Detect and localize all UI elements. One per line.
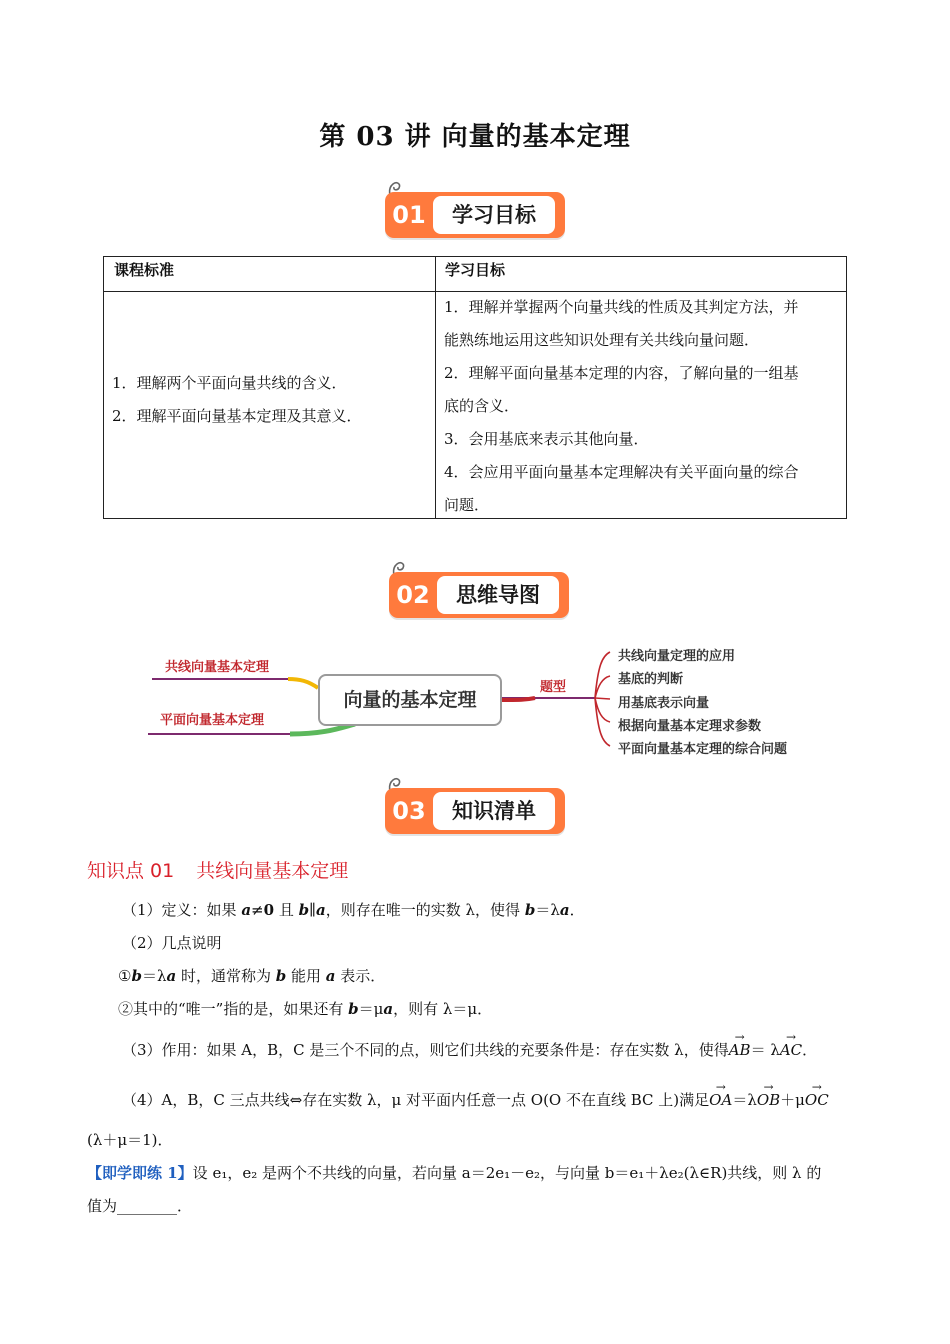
list-item: 4．会应用平面向量基本定理解决有关平面向量的综合 xyxy=(444,463,799,481)
badge-number: 03 xyxy=(392,797,426,825)
list-item: 1．理解两个平面向量共线的含义． xyxy=(112,374,347,392)
mind-map-leaf: 根据向量基本定理求参数 xyxy=(618,719,762,734)
list-item: 2．理解平面向量基本定理及其意义． xyxy=(112,407,362,425)
knowledge-point-label: 知识点 01 xyxy=(87,860,175,882)
mind-map-leaf: 平面向量基本定理的综合问题 xyxy=(618,742,788,757)
collinear-condition: (λ＋μ＝1)． xyxy=(87,1131,173,1149)
mind-map-branch: 共线向量基本定理 xyxy=(165,660,270,675)
exercise-tag: 【即学即练 1】 xyxy=(87,1164,193,1182)
exercise-line-1: 【即学即练 1】设 e₁，e₂ 是两个不共线的向量，若向量 a＝2e₁－e₂，与向量 b＝e₁＋λe₂(λ∈R)共线，则 λ 的 xyxy=(87,1164,822,1182)
mind-map-center: 向量的基本定理 xyxy=(318,674,502,726)
mind-map-branch: 题型 xyxy=(540,680,567,695)
list-item: 能熟练地运用这些知识处理有关共线向量问题． xyxy=(444,331,760,349)
badge-label: 思维导图 xyxy=(437,576,559,614)
objectives-table xyxy=(103,256,847,519)
badge-number: 01 xyxy=(392,201,426,229)
collinear-line: （4）A，B，C 三点共线⇔存在实数 λ，μ 对平面内任意一点 O(O 不在直线 BC 上)满足→ OA＝λ→ OB＋μ→ OC xyxy=(122,1089,829,1111)
knowledge-point-title xyxy=(87,856,348,883)
note-line-2: ②其中的“唯一”指的是，如果还有 b＝μa，则有 λ＝μ． xyxy=(118,1000,493,1018)
standard-list xyxy=(112,367,430,433)
table-header-goals: 学习目标 xyxy=(445,261,506,279)
list-item: 1．理解并掌握两个向量共线的性质及其判定方法，并 xyxy=(444,298,799,316)
knowledge-point-name: 共线向量基本定理 xyxy=(196,860,349,882)
list-item: 2．理解平面向量基本定理的内容，了解向量的一组基 xyxy=(444,364,799,382)
mind-map-leaf: 共线向量定理的应用 xyxy=(618,649,736,664)
exercise-line-2: 值为________． xyxy=(87,1197,193,1215)
badge-label: 学习目标 xyxy=(433,196,555,234)
note-line-1: ①b＝λa 时，通常称为 b 能用 a 表示． xyxy=(118,967,386,985)
section-badge-mindmap xyxy=(389,558,571,620)
definition-line: （1）定义：如果 a≠0 且 b∥a，则存在唯一的实数 λ，使得 b＝λa． xyxy=(122,901,585,919)
usage-line: （3）作用：如果 A，B，C 是三个不同的点，则它们共线的充要条件是：存在实数 λ，使得→ AB＝ λ→ AC． xyxy=(122,1039,817,1061)
mind-map-leaf: 用基底表示向量 xyxy=(618,696,710,711)
badge-label: 知识清单 xyxy=(433,792,555,830)
mind-map-branch: 平面向量基本定理 xyxy=(160,713,265,728)
list-item: 底的含义． xyxy=(444,397,520,415)
badge-number: 02 xyxy=(396,581,430,609)
list-item: 3．会用基底来表示其他向量． xyxy=(444,430,649,448)
table-header-standard: 课程标准 xyxy=(114,261,175,279)
list-item: 问题． xyxy=(444,496,490,514)
mind-map-leaf: 基底的判断 xyxy=(618,672,684,687)
page-title: 第 03 讲 向量的基本定理 xyxy=(319,122,631,152)
section-badge-knowledge xyxy=(385,774,567,836)
notes-heading: （2）几点说明 xyxy=(122,934,222,952)
section-badge-objectives xyxy=(385,178,567,240)
mind-map xyxy=(140,636,820,758)
goals-list xyxy=(444,291,844,522)
